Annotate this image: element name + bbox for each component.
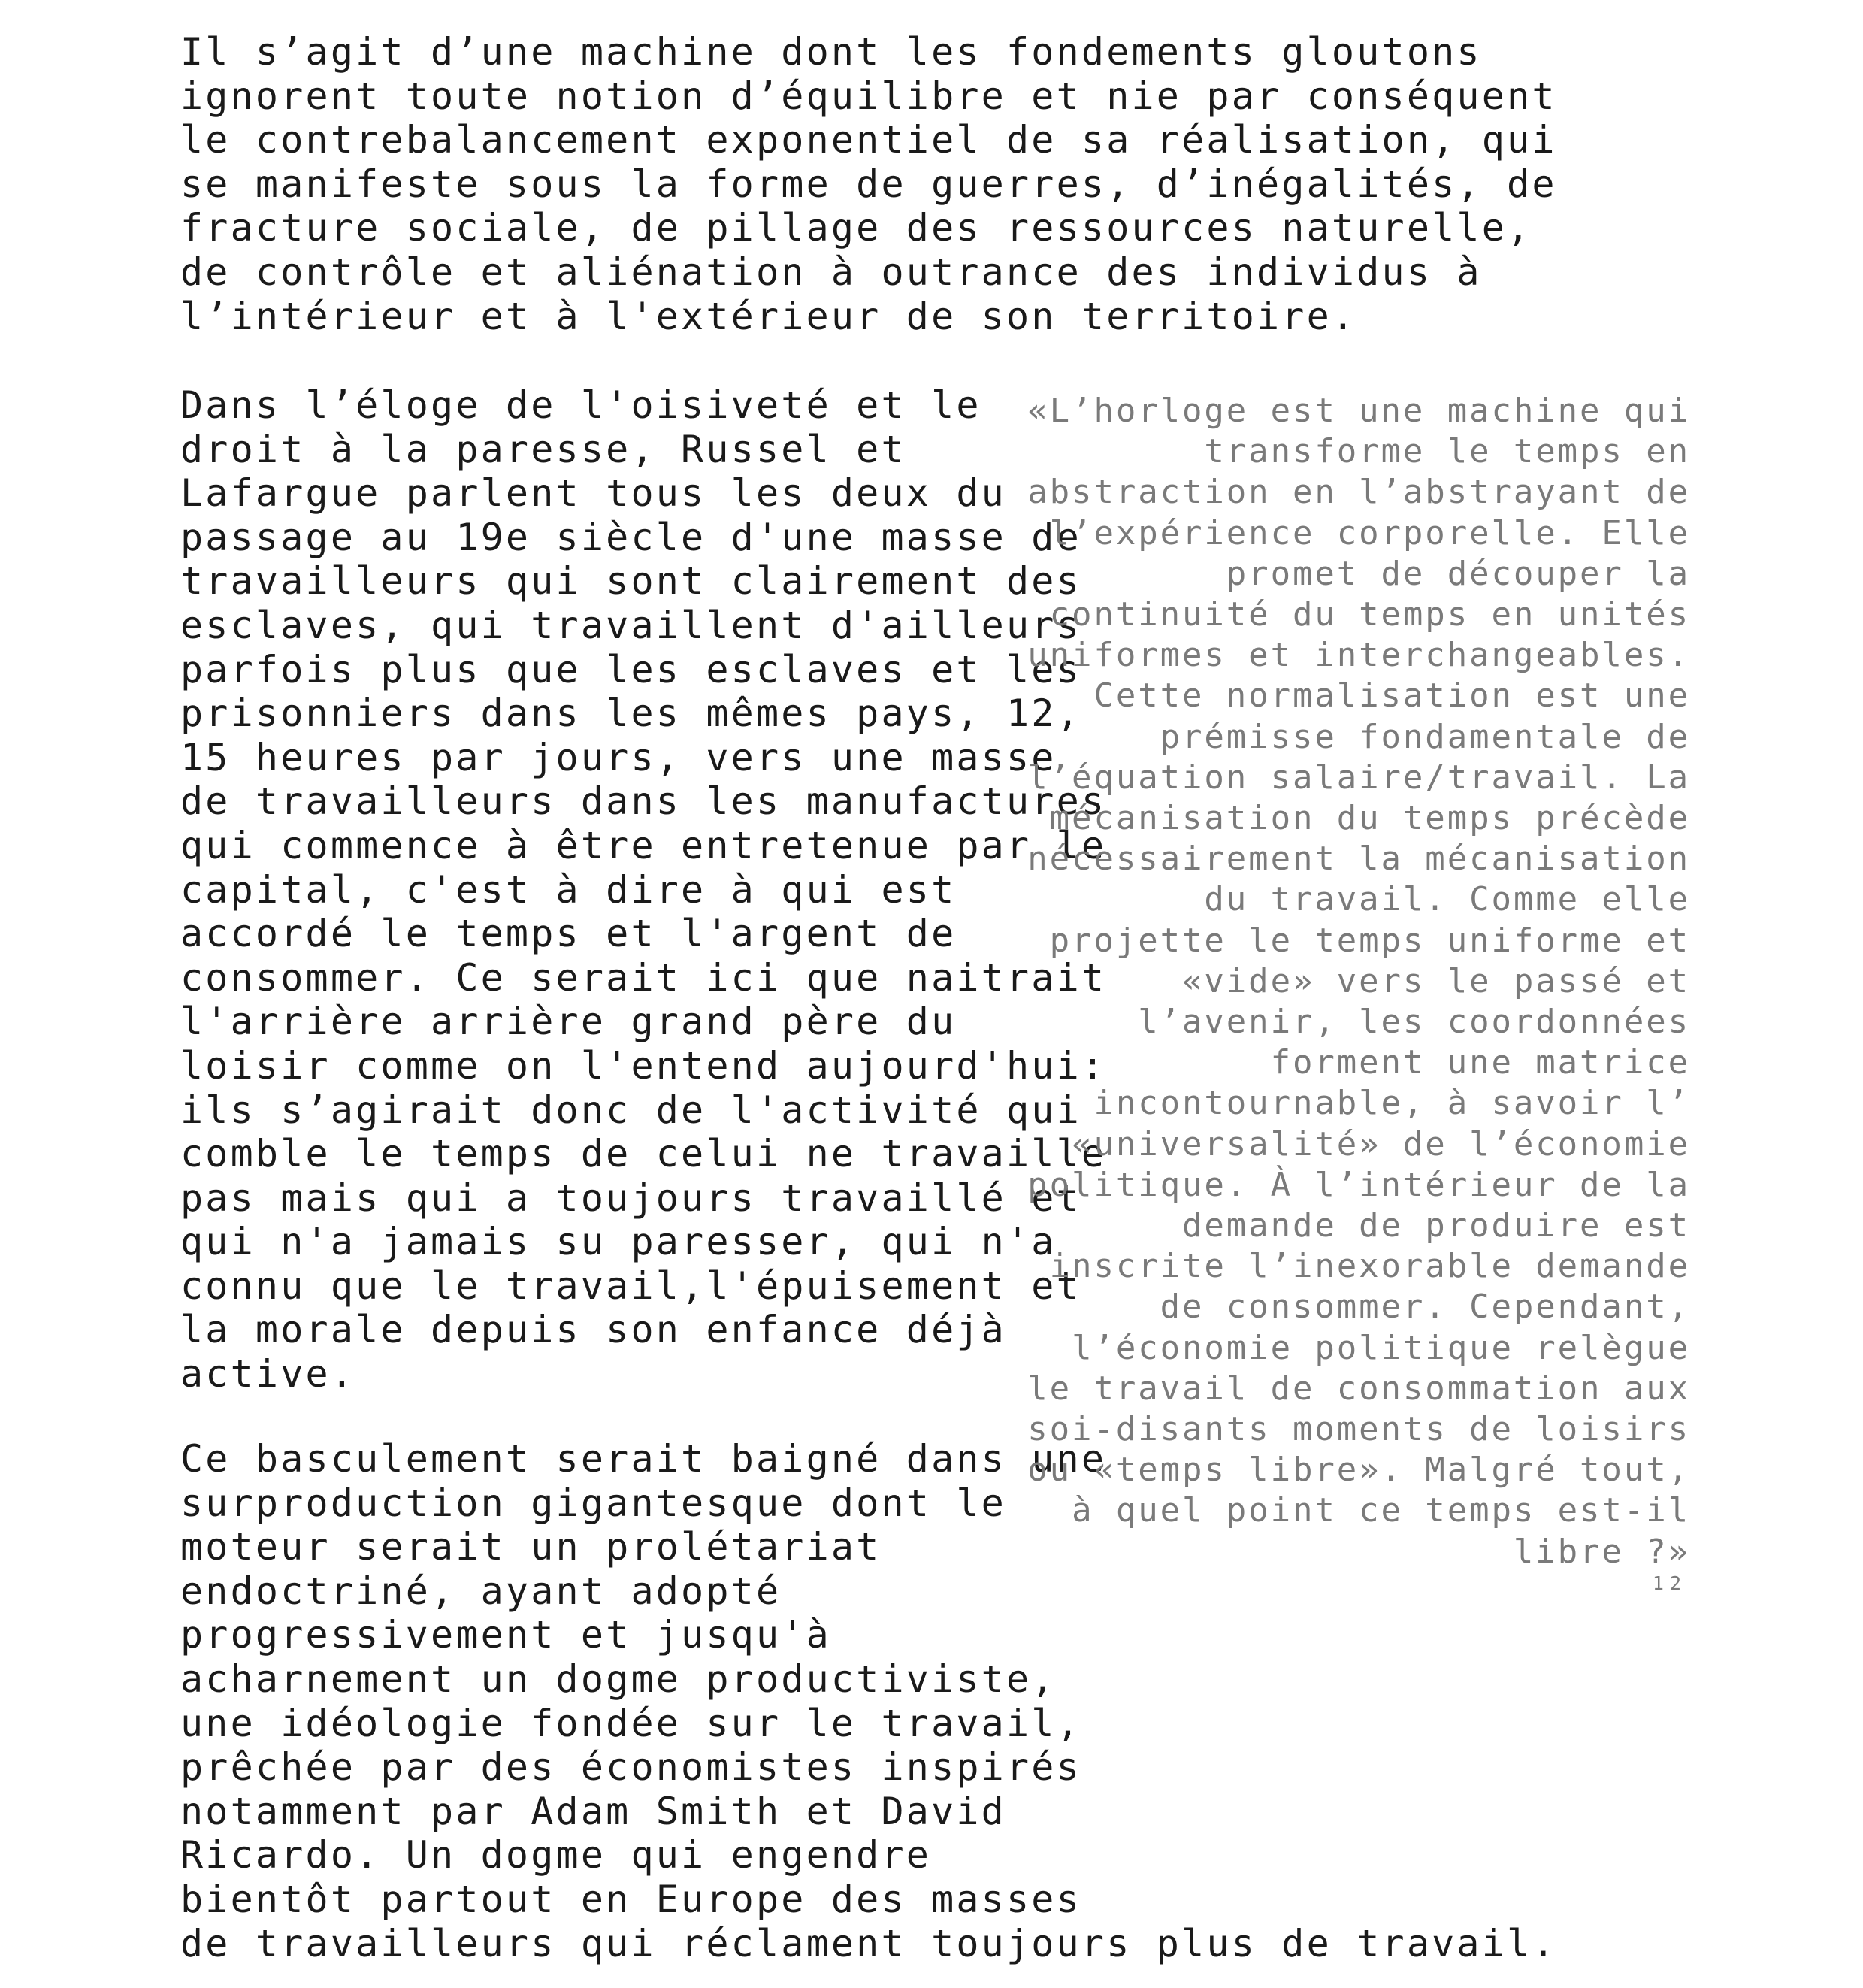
oisivete-paragraph: Dans l’éloge de l'oisiveté et le droit à la paresse, Russel et Lafargue parlent tous les deux du passage au 19e siècle d'une masse de travailleurs qui sont clairement des esclaves, qui travaillent d'ailleurs parfois plus que les esclaves et les prisonniers dans les mêmes pays, 12, 15 heures par jours, vers une masse de travailleurs dans les manufactures qui commence à être entretenue par le capital, c'est à dire à qui est accordé le temps et l'argent de consommer. Ce serait ici que naitrait l'arrière arrière grand père du loisir comme on l'entend aujourd'hui: ils s’agirait donc de l'activité qui comble le temps de celui ne travaille pas mais qui a toujours travaillé et qui n'a jamais su paresser, qui n'a connu que le travail,l'épuisement et la morale depuis son enfance déjà active.: [180, 383, 1107, 1396]
footnote-number: 12: [1652, 1572, 1687, 1594]
intro-paragraph: Il s’agit d’une machine dont les fondements gloutons ignorent toute notion d’équilibre et nie par conséquent le contrebalancement exponentiel de sa réalisation, qui se manifeste sous la forme de guerres, d’inégalités, de fracture sociale, de pillage des ressources naturelle, de contrôle et aliénation à outrance des individus à l’intérieur et à l'extérieur de son territoire.: [180, 30, 1557, 338]
basculement-paragraph: Ce basculement serait baigné dans une surproduction gigantesque dont le moteur serait un prolétariat endoctriné, ayant adopté progressivement et jusqu'à acharnement un dogme productiviste, une idéologie fondée sur le travail, prêchée par des économistes inspirés notamment par Adam Smith et David Ricardo. Un dogme qui engendre bientôt partout en Europe des masses de travailleurs qui réclament toujours plus de travail.: [180, 1437, 1557, 1965]
horloge-quote: «L’horloge est une machine qui transforme le temps en abstraction en l’abstrayant de l’expérience corporelle. Elle promet de découper la continuité du temps en unités uniformes et interchangeables. Cette normalisation est une prémisse fondamentale de l’équation salaire/travail. La mécanisation du temps précède nécessairement la mécanisation du travail. Comme elle projette le temps uniforme et «vide» vers le passé et l’avenir, les coordonnées forment une matrice incontournable, à savoir l’ «universalité» de l’économie politique. À l’intérieur de la demande de produire est inscrite l’inexorable demande de consommer. Cependant, l’économie politique relègue le travail de consommation aux soi-disants moments de loisirs ou «temps libre». Malgré tout, à quel point ce temps est-il libre ?»: [1027, 392, 1690, 1571]
